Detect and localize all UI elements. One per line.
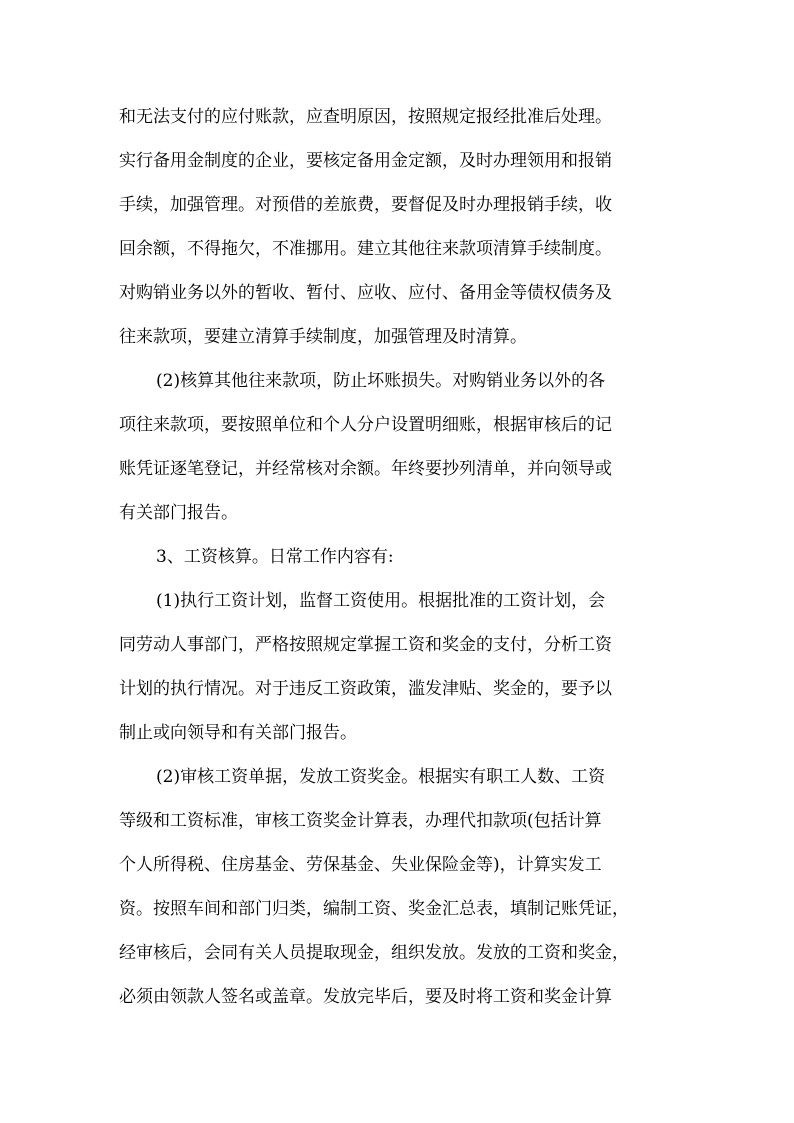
text-line: 同劳动人事部门，严格按照规定掌握工资和奖金的支付，分析工资 — [119, 635, 612, 655]
text-line: 等级和工资标准，审核工资奖金计算表，办理代扣款项(包括计算 — [119, 811, 602, 831]
text-line: 资。按照车间和部门归类，编制工资、奖金汇总表，填制记账凭证， — [119, 899, 629, 919]
text-line: 对购销业务以外的暂收、暂付、应收、应付、备用金等债权债务及 — [119, 283, 612, 303]
text-line: 项往来款项，要按照单位和个人分户设置明细账，根据审核后的记 — [119, 415, 612, 435]
text-line: 个人所得税、住房基金、劳保基金、失业保险金等)，计算实发工 — [119, 855, 602, 875]
text-line: (2)审核工资单据，发放工资奖金。根据实有职工人数、工资 — [156, 767, 606, 787]
text-line: 经审核后，会同有关人员提取现金，组织发放。发放的工资和奖金， — [119, 943, 629, 963]
text-line: 往来款项，要建立清算手续制度，加强管理及时清算。 — [119, 327, 527, 347]
text-line: 实行备用金制度的企业，要核定备用金定额，及时办理领用和报销 — [119, 151, 612, 171]
section-heading: 3、工资核算。日常工作内容有: — [156, 547, 394, 567]
text-line: 必须由领款人签名或盖章。发放完毕后，要及时将工资和奖金计算 — [119, 987, 612, 1007]
text-line: (1)执行工资计划，监督工资使用。根据批准的工资计划，会 — [156, 591, 606, 611]
text-line: 制止或向领导和有关部门报告。 — [119, 723, 357, 743]
text-line: 回余额，不得拖欠，不准挪用。建立其他往来款项清算手续制度。 — [119, 239, 612, 259]
text-line: 手续，加强管理。对预借的差旅费，要督促及时办理报销手续，收 — [119, 195, 612, 215]
text-line: 有关部门报告。 — [119, 503, 238, 523]
text-line: 和无法支付的应付账款，应查明原因，按照规定报经批准后处理。 — [119, 107, 612, 127]
text-line: (2)核算其他往来款项，防止坏账损失。对购销业务以外的各 — [156, 371, 606, 391]
text-line: 计划的执行情况。对于违反工资政策，滥发津贴、奖金的，要予以 — [119, 679, 612, 699]
text-line: 账凭证逐笔登记，并经常核对余额。年终要抄列清单，并向领导或 — [119, 459, 612, 479]
